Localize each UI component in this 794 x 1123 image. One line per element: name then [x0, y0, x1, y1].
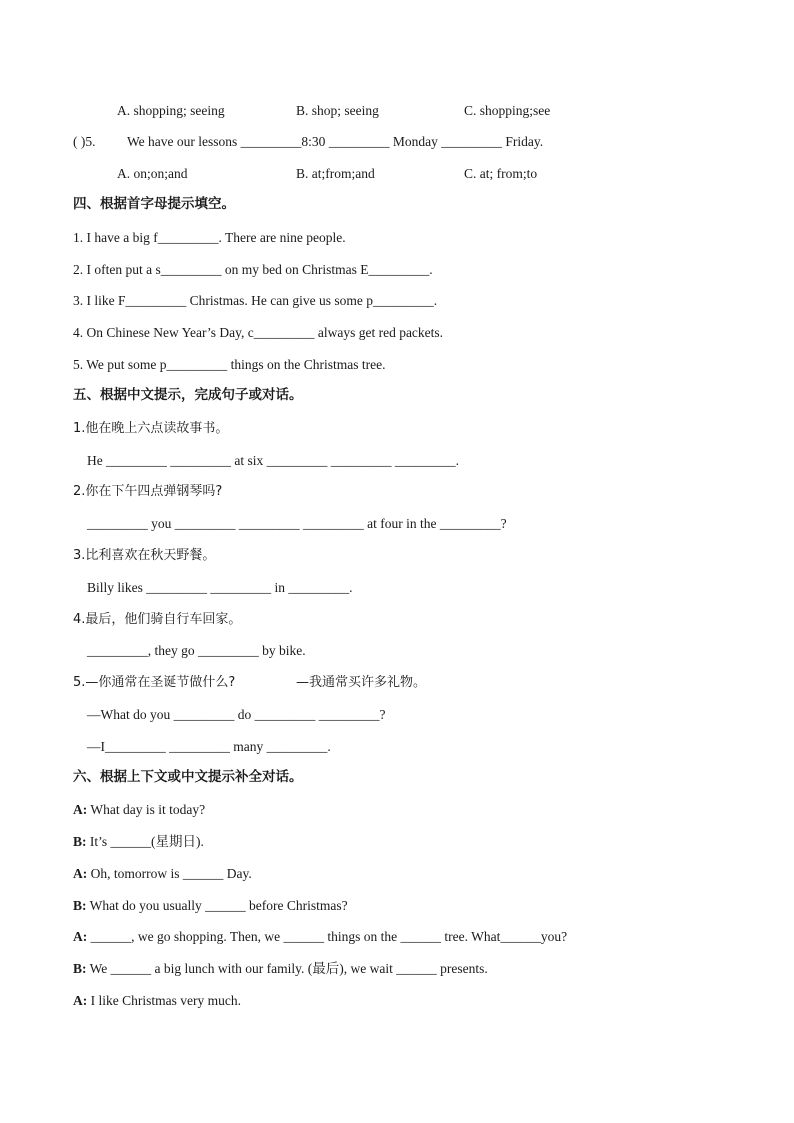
option-c: C. shopping;see: [464, 103, 551, 118]
option-b: B. at;from;and: [296, 166, 375, 181]
option-b: B. shop; seeing: [296, 103, 379, 118]
section5-q5-cn1: 5.—你通常在圣诞节做什么?: [73, 675, 236, 690]
dialog-text: We ______ a big lunch with our family. (最后), we wait ______ presents.: [86, 961, 488, 976]
dialog-line-1: [73, 800, 205, 820]
section5-a5-1: —What do you _________ do _________ _________?: [87, 707, 386, 722]
section5-title: 五、根据中文提示，完成句子或对话。: [73, 387, 303, 403]
section6-title: 六、根据上下文或中文提示补全对话。: [73, 769, 303, 785]
section4-item-5: 5. We put some p_________ things on the Christmas tree.: [73, 357, 386, 372]
section5-q5-cn2: —我通常买许多礼物。: [296, 675, 427, 690]
speaker: A:: [73, 993, 88, 1008]
answer-bracket: ( )5.: [73, 134, 96, 149]
option-c: C. at; from;to: [464, 166, 538, 181]
option-a: A. on;on;and: [117, 166, 188, 181]
section4-item-4: 4. On Chinese New Year’s Day, c_________ always get red packets.: [73, 325, 444, 340]
section5-q3: 3.比利喜欢在秋天野餐。: [73, 548, 216, 563]
section5-a4: _________, they go _________ by bike.: [87, 643, 306, 658]
section5-q4: 4.最后，他们骑自行车回家。: [73, 612, 242, 627]
dialog-text: What day is it today?: [87, 802, 206, 817]
section5-a3: Billy likes _________ _________ in _________.: [87, 580, 353, 595]
section5-a1: He _________ _________ at six _________ _________ _________.: [87, 453, 459, 468]
q5-text: We have our lessons _________8:30 _________ Monday _________ Friday.: [127, 134, 544, 149]
section5-q2: 2.你在下午四点弹钢琴吗?: [73, 484, 223, 499]
dialog-text: ______, we go shopping. Then, we ______ things on the ______ tree. What______you?: [87, 929, 568, 944]
section4-item-3: 3. I like F_________ Christmas. He can give us some p_________.: [73, 293, 438, 308]
speaker: B:: [73, 898, 87, 913]
dialog-text: What do you usually ______ before Christmas?: [86, 898, 348, 913]
dialog-line-5: [73, 927, 567, 947]
section5-q1: 1.他在晚上六点读故事书。: [73, 421, 229, 436]
dialog-line-3: [73, 864, 252, 884]
dialog-line-6: [73, 959, 488, 979]
section5-a2: _________ you _________ _________ _________ at four in the _________?: [87, 516, 507, 531]
dialog-text: I like Christmas very much.: [87, 993, 241, 1008]
speaker: A:: [73, 866, 88, 881]
speaker: A:: [73, 802, 88, 817]
speaker: A:: [73, 929, 88, 944]
section4-item-1: 1. I have a big f_________. There are nine people.: [73, 230, 346, 245]
dialog-line-4: [73, 896, 348, 916]
dialog-text: Oh, tomorrow is ______ Day.: [87, 866, 252, 881]
dialog-text: It’s ______(星期日).: [86, 834, 204, 849]
option-a: A. shopping; seeing: [117, 103, 225, 118]
section4-item-2: 2. I often put a s_________ on my bed on Christmas E_________.: [73, 262, 433, 277]
dialog-line-7: [73, 991, 241, 1011]
section4-title: 四、根据首字母提示填空。: [73, 196, 235, 212]
speaker: B:: [73, 961, 87, 976]
section5-a5-2: —I_________ _________ many _________.: [87, 739, 331, 754]
dialog-line-2: [73, 832, 204, 852]
speaker: B:: [73, 834, 87, 849]
